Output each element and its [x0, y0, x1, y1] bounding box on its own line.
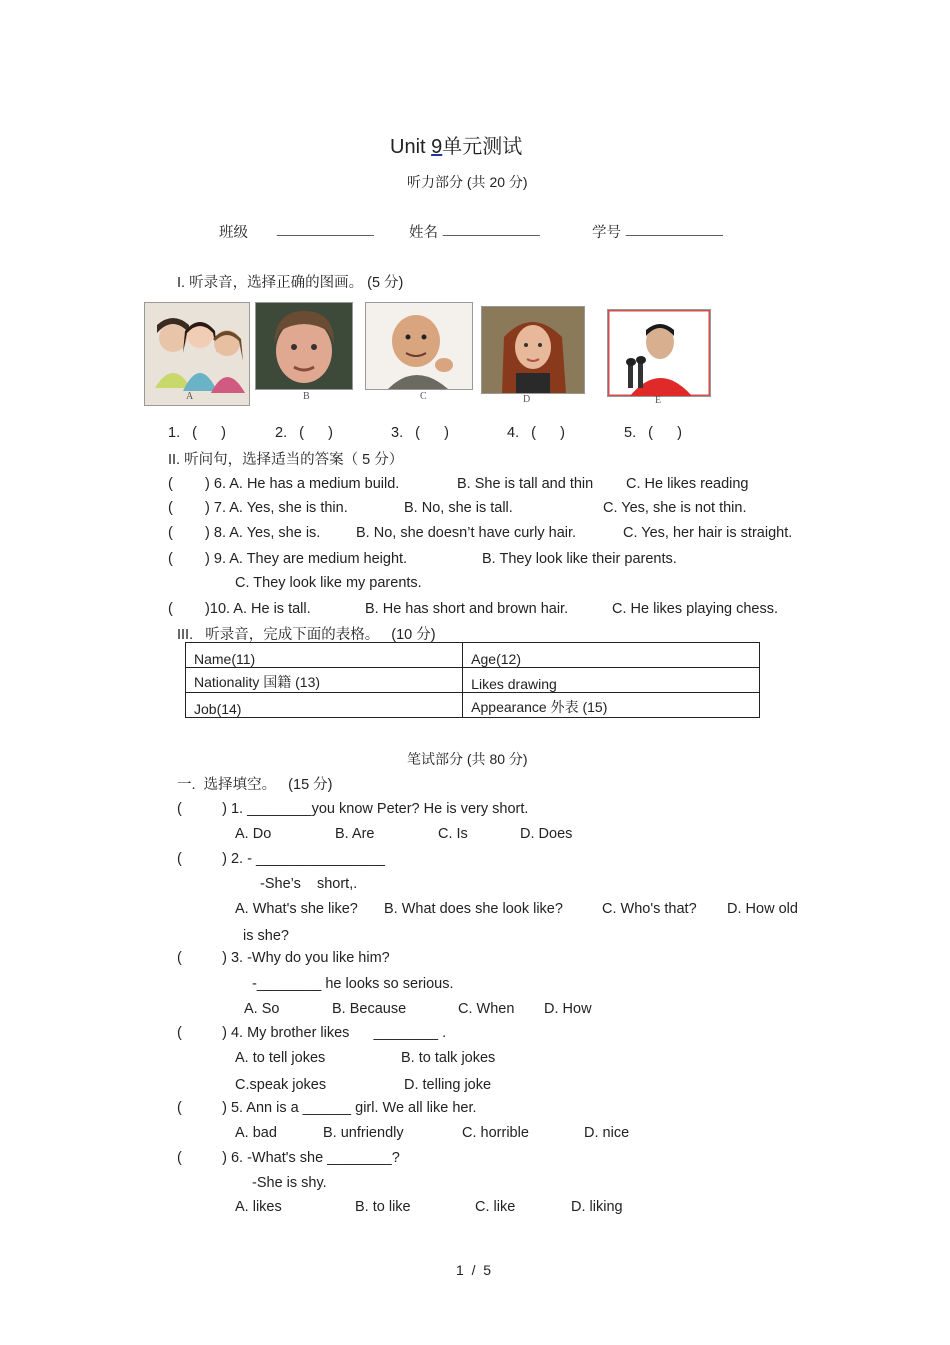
table-cell[interactable]: Name(11)	[186, 643, 463, 668]
w-q3-option-c: C. When	[458, 1001, 515, 1017]
answer-3[interactable]: 3. ( )	[391, 425, 450, 441]
w-q2-option-a: A. What's she like?	[235, 901, 358, 917]
w-q5-option-c: C. horrible	[462, 1125, 529, 1141]
w-q4-option-d: D. telling joke	[404, 1077, 492, 1093]
w-q6-option-d: D. liking	[571, 1199, 623, 1215]
w-q4-option-c: C.speak jokes	[235, 1077, 327, 1093]
class-blank[interactable]: ____________	[277, 221, 374, 237]
listening-heading: 听力部分 (共 20 分)	[407, 174, 528, 190]
w-q4-option-a: A. to tell jokes	[235, 1050, 326, 1066]
w-q5-option-b: B. unfriendly	[323, 1125, 404, 1141]
q9-option-b: B. They look like their parents.	[482, 551, 677, 567]
w-q6-option-c: C. like	[475, 1199, 516, 1215]
q9-option-c: C. They look like my parents.	[235, 575, 422, 591]
part2-heading: II. 听问句，选择适当的答案（ 5 分）	[168, 452, 404, 468]
w-q6-option-a: A. likes	[235, 1199, 282, 1215]
id-blank[interactable]: ____________	[626, 221, 723, 237]
title-prefix: Unit	[390, 136, 432, 158]
photo-label-c: C	[420, 391, 427, 402]
w-q3-stem: ( ) 3. -Why do you like him?	[177, 950, 390, 966]
w-q1-stem: ( ) 1. ________you know Peter? He is very short.	[177, 801, 529, 817]
table-row	[186, 668, 760, 693]
q6-option-b: B. She is tall and thin	[457, 476, 594, 492]
q8-option-c: C. Yes, her hair is straight.	[623, 525, 793, 541]
w-q3-option-b: B. Because	[332, 1001, 407, 1017]
photo-a-image	[145, 303, 249, 405]
q7-option-b: B. No, she is tall.	[404, 500, 513, 516]
w-q6-line2: -She is shy.	[252, 1175, 327, 1191]
w-q4-option-b: B. to talk jokes	[401, 1050, 496, 1066]
w-q1-option-b: B. Are	[335, 826, 375, 842]
w-q3-option-a: A. So	[244, 1001, 280, 1017]
q9-stem: ( ) 9. A. They are medium height.	[168, 551, 408, 567]
w-q1-option-a: A. Do	[235, 826, 272, 842]
class-label: 班级	[219, 225, 248, 241]
photo-c-image	[366, 303, 472, 389]
page-number: 1 / 5	[456, 1262, 492, 1278]
id-label: 学号	[592, 225, 621, 241]
photo-d-image	[482, 307, 584, 393]
photo-label-d: D	[523, 394, 531, 405]
q6-stem: ( ) 6. A. He has a medium build.	[168, 476, 400, 492]
w-q5-option-d: D. nice	[584, 1125, 630, 1141]
w-q2-option-b: B. What does she look like?	[384, 901, 563, 917]
name-blank[interactable]: ____________	[443, 221, 540, 237]
q8-option-b: B. No, she doesn’t have curly hair.	[356, 525, 577, 541]
q10-stem: ( )10. A. He is tall.	[168, 601, 311, 617]
photo-c	[365, 302, 473, 390]
w-q3-option-d: D. How	[544, 1001, 592, 1017]
answer-4[interactable]: 4. ( )	[507, 425, 566, 441]
photo-d	[481, 306, 585, 394]
w-q5-stem: ( ) 5. Ann is a ______ girl. We all like her.	[177, 1100, 477, 1116]
answer-2[interactable]: 2. ( )	[275, 425, 334, 441]
photo-label-a: A	[186, 391, 194, 402]
table-cell[interactable]: Likes drawing	[463, 668, 760, 693]
answer-5[interactable]: 5. ( )	[624, 425, 683, 441]
w-q2-option-d: D. How old	[727, 901, 798, 917]
title-unit-number: 9	[431, 136, 443, 158]
photo-label-b: B	[303, 391, 310, 402]
answer-1[interactable]: 1. ( )	[168, 425, 227, 441]
photo-e	[607, 309, 711, 397]
w-q2-line2: -She’s short,.	[260, 876, 358, 892]
photo-e-image	[608, 310, 710, 396]
q10-option-c: C. He likes playing chess.	[612, 601, 779, 617]
section1-heading: 一. 选择填空。 (15 分)	[177, 777, 333, 793]
title-suffix: 单元测试	[442, 136, 523, 158]
w-q2-option-d-cont: is she?	[243, 928, 289, 944]
table-cell[interactable]: Job(14)	[186, 693, 463, 718]
info-table	[185, 642, 760, 718]
name-label: 姓名	[409, 225, 438, 241]
part1-heading: I. 听录音，选择正确的图画。 (5 分)	[177, 275, 404, 291]
written-heading: 笔试部分 (共 80 分)	[407, 751, 528, 767]
photo-a	[144, 302, 250, 406]
w-q5-option-a: A. bad	[235, 1125, 277, 1141]
photo-b-image	[256, 303, 352, 389]
table-row	[186, 693, 760, 718]
part3-heading: III. 听录音，完成下面的表格。 (10 分)	[177, 627, 436, 643]
w-q1-option-d: D. Does	[520, 826, 573, 842]
w-q2-option-c: C. Who's that?	[602, 901, 697, 917]
w-q6-option-b: B. to like	[355, 1199, 411, 1215]
photo-b	[255, 302, 353, 390]
q7-option-c: C. Yes, she is not thin.	[603, 500, 747, 516]
q7-stem: ( ) 7. A. Yes, she is thin.	[168, 500, 348, 516]
table-row	[186, 643, 760, 668]
q8-stem: ( ) 8. A. Yes, she is.	[168, 525, 321, 541]
w-q2-stem: ( ) 2. - ________________	[177, 851, 385, 867]
w-q1-option-c: C. Is	[438, 826, 468, 842]
w-q3-line2: -________ he looks so serious.	[252, 976, 454, 992]
photo-label-e: E	[655, 395, 662, 406]
w-q6-stem: ( ) 6. -What's she ________?	[177, 1150, 400, 1166]
table-cell[interactable]: Appearance 外表 (15)	[463, 693, 760, 718]
table-cell[interactable]: Age(12)	[463, 643, 760, 668]
w-q4-stem: ( ) 4. My brother likes ________ .	[177, 1025, 447, 1041]
q6-option-c: C. He likes reading	[626, 476, 749, 492]
table-cell[interactable]: Nationality 国籍 (13)	[186, 668, 463, 693]
page-title	[390, 130, 522, 159]
q10-option-b: B. He has short and brown hair.	[365, 601, 569, 617]
